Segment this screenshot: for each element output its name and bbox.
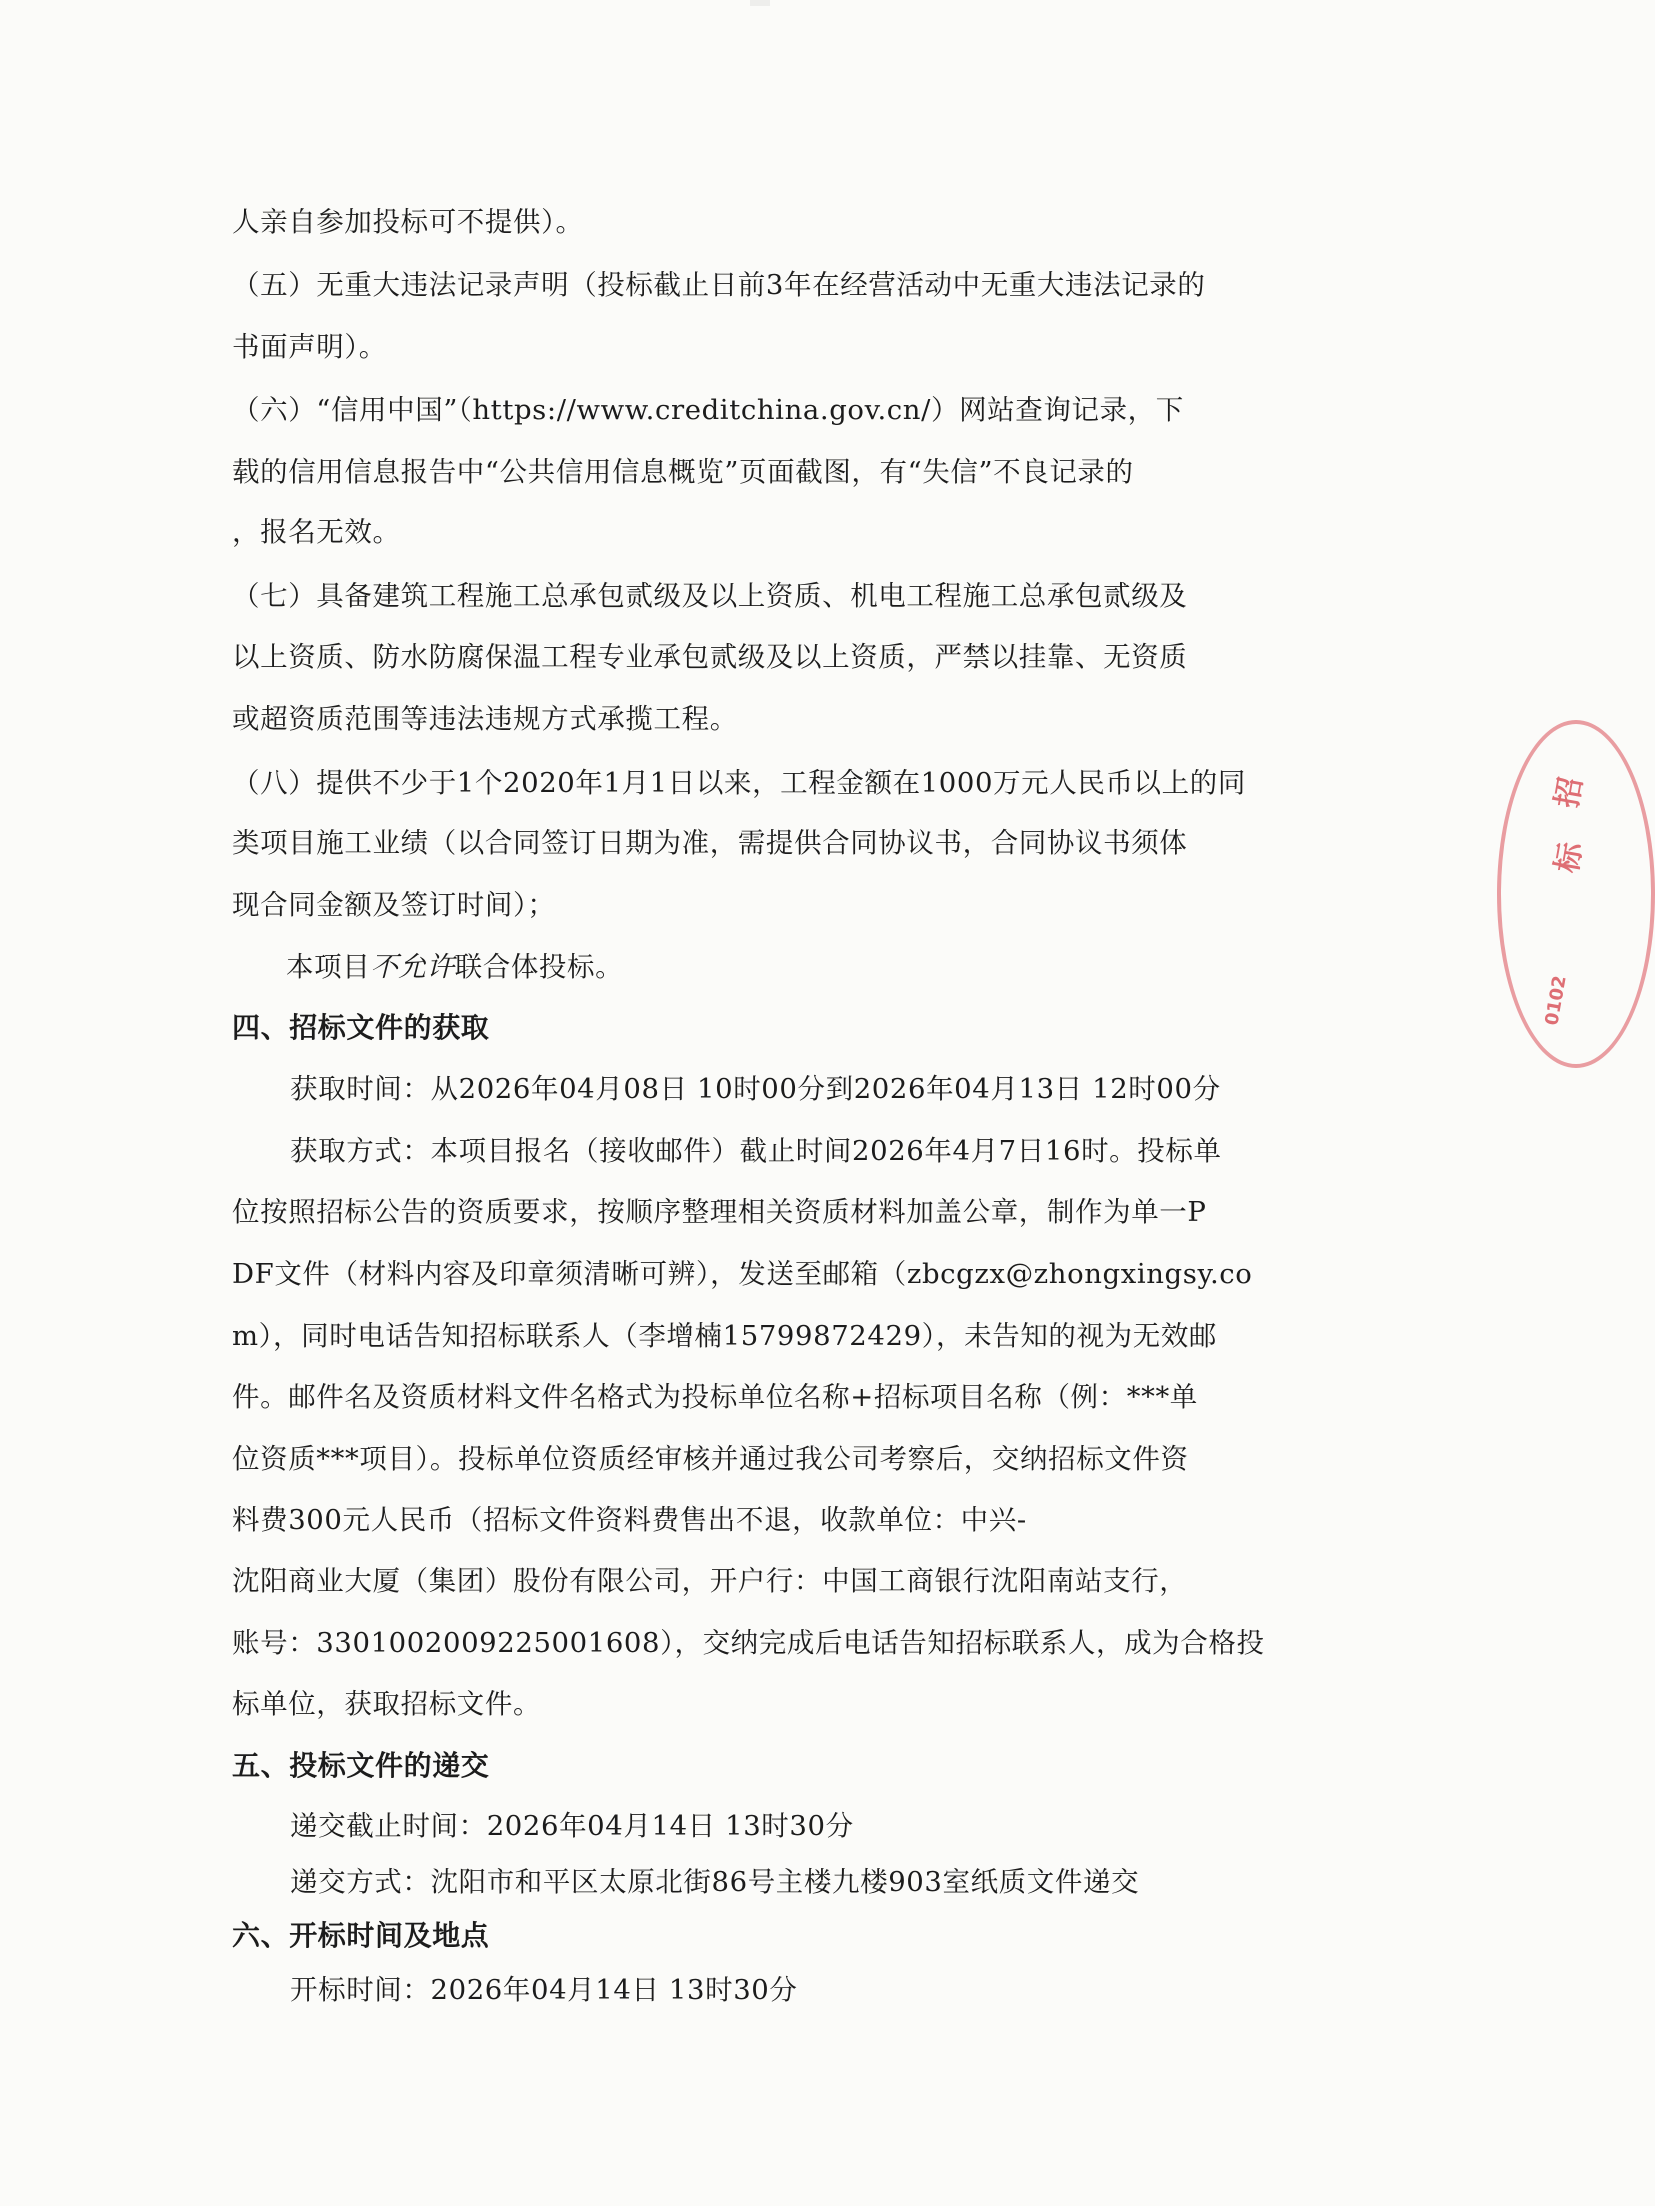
consortium-note <box>286 947 1376 987</box>
consortium-suffix: 联合体投标。 <box>454 951 624 983</box>
acquire-method-line: 件。邮件名及资质材料文件名格式为投标单位名称+招标项目名称（例：***单 <box>232 1381 1198 1413</box>
consortium-emphasis: 不允许 <box>370 951 455 983</box>
text-line: （六）“信用中国”（https://www.creditchina.gov.cn/）网站查询记录，下 <box>232 394 1184 426</box>
text-line: 或超资质范围等违法违规方式承揽工程。 <box>232 703 738 735</box>
text-line: 现合同金额及签订时间）； <box>232 889 556 921</box>
opening-time: 开标时间：2026年04月14日 13时30分 <box>290 1974 798 2006</box>
acquire-method-line: 位资质***项目）。投标单位资质经审核并通过我公司考察后，交纳招标文件资 <box>232 1443 1189 1475</box>
section-4-heading: 四、招标文件的获取 <box>232 1011 490 1044</box>
acquire-time: 获取时间：从2026年04月08日 10时00分到2026年04月13日 12时00分 <box>290 1073 1221 1105</box>
acquire-method-line: 账号：3301002009225001608），交纳完成后电话告知招标联系人，成为合格投 <box>232 1627 1265 1659</box>
submit-deadline: 递交截止时间：2026年04月14日 13时30分 <box>290 1810 854 1842</box>
acquire-method-line: DF文件（材料内容及印章须清晰可辨），发送至邮箱（zbcgzx@zhongxingsy.co <box>232 1258 1253 1290</box>
text-line: 载的信用信息报告中“公共信用信息概览”页面截图，有“失信”不良记录的 <box>232 456 1134 488</box>
text-line: ，报名无效。 <box>232 516 401 548</box>
text-line: （八）提供不少于1个2020年1月1日以来，工程金额在1000万元人民币以上的同 <box>232 767 1246 799</box>
acquire-method-line: m），同时电话告知招标联系人（李增楠15799872429），未告知的视为无效邮 <box>232 1320 1218 1352</box>
stamp-char: 标 <box>1549 839 1590 876</box>
text-line: （七）具备建筑工程施工总承包贰级及以上资质、机电工程施工总承包贰级及 <box>232 580 1188 612</box>
section-5-heading: 五、投标文件的递交 <box>232 1749 490 1782</box>
text-line: 人亲自参加投标可不提供）。 <box>232 206 584 238</box>
acquire-method-line: 获取方式：本项目报名（接收邮件）截止时间2026年4月7日16时。投标单 <box>290 1135 1222 1167</box>
text-line: （五）无重大违法记录声明（投标截止日前3年在经营活动中无重大违法记录的 <box>232 269 1206 301</box>
stamp-char: 招 <box>1549 774 1590 811</box>
acquire-method-line: 位按照招标公告的资质要求，按顺序整理相关资质材料加盖公章，制作为单一P <box>232 1196 1207 1228</box>
text-line: 书面声明）。 <box>232 331 387 363</box>
text-line: 以上资质、防水防腐保温工程专业承包贰级及以上资质，严禁以挂靠、无资质 <box>232 641 1188 673</box>
consortium-prefix: 本项目 <box>286 951 371 983</box>
acquire-method-line: 沈阳商业大厦（集团）股份有限公司，开户行：中国工商银行沈阳南站支行， <box>232 1565 1188 1597</box>
acquire-method-line: 料费300元人民币（招标文件资料费售出不退，收款单位：中兴- <box>232 1504 1027 1536</box>
submit-method: 递交方式：沈阳市和平区太原北街86号主楼九楼903室纸质文件递交 <box>290 1866 1140 1898</box>
section-6-heading: 六、开标时间及地点 <box>232 1919 490 1952</box>
text-line: 类项目施工业绩（以合同签订日期为准，需提供合同协议书，合同协议书须体 <box>232 827 1188 859</box>
acquire-method-line: 标单位，获取招标文件。 <box>232 1688 542 1720</box>
red-seal-stamp <box>1497 720 1655 1068</box>
stamp-digits: 0102 <box>1541 974 1571 1027</box>
scan-artifact <box>750 0 770 6</box>
